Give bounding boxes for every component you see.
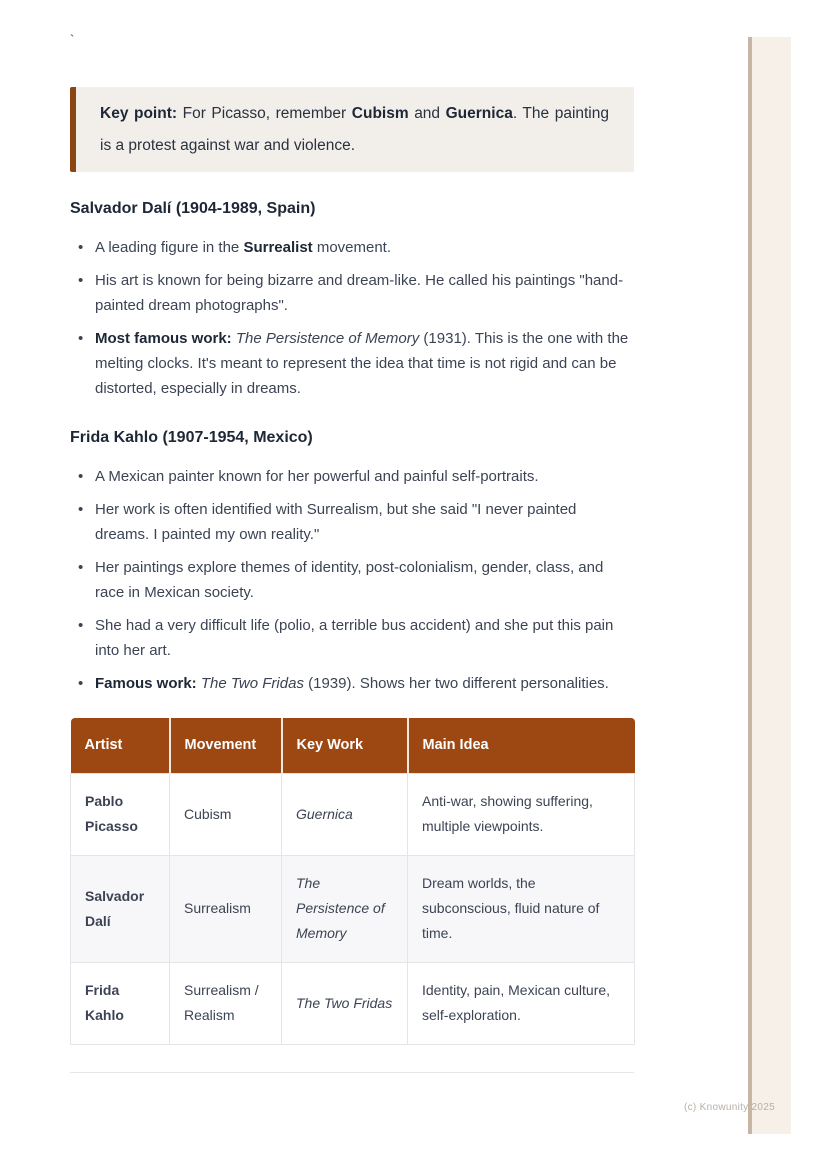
cell-artist: Frida Kahlo — [71, 963, 170, 1045]
key-point-text — [100, 105, 609, 154]
heading-frida-kahlo: Frida Kahlo (1907-1954, Mexico) — [70, 429, 313, 446]
bullet-item — [70, 497, 634, 547]
text-run: For Picasso, remember — [177, 105, 352, 122]
bold-text-run: Key point: — [100, 105, 178, 122]
bullet-item — [70, 235, 634, 260]
text-run: His art is known for being bizarre and dream-like. He called his paintings "hand-painted dream photographs". — [95, 272, 624, 314]
bold-text-run: Famous work: — [95, 675, 197, 692]
document-body — [70, 0, 634, 1073]
artists-comparison-table — [70, 718, 635, 1045]
bold-text-run: Most famous work: — [95, 330, 232, 347]
text-run: and — [408, 105, 446, 122]
cell-artist: Salvador Dalí — [71, 856, 170, 963]
bullet-item — [70, 268, 634, 318]
column-header-movement: Movement — [170, 718, 282, 774]
bullet-item — [70, 464, 634, 489]
table-row — [71, 856, 635, 963]
bullet-item — [70, 555, 634, 605]
bullet-list-dali — [70, 235, 634, 401]
column-header-key-work: Key Work — [282, 718, 408, 774]
bullet-item — [70, 613, 634, 663]
text-run: movement. — [312, 239, 392, 256]
bullet-list-kahlo — [70, 464, 634, 696]
cell-keywork: Guernica — [282, 774, 408, 856]
text-run: A Mexican painter known for her powerful and painful self-portraits. — [95, 468, 539, 485]
cell-mainidea: Anti-war, showing suffering, multiple viewpoints. — [408, 774, 635, 856]
bullet-item — [70, 671, 634, 696]
text-run: She had a very difficult life (polio, a terrible bus accident) and she put this pain into her art. — [95, 617, 614, 659]
table-row — [71, 774, 635, 856]
cell-movement: Surrealism / Realism — [170, 963, 282, 1045]
italic-text-run: The Persistence of Memory — [235, 330, 420, 347]
cell-keywork: The Two Fridas — [282, 963, 408, 1045]
cell-movement: Cubism — [170, 774, 282, 856]
bold-text-run: Guernica — [445, 105, 513, 122]
text-run: (1939). Shows her two different personalities. — [303, 675, 609, 692]
cell-artist: Pablo Picasso — [71, 774, 170, 856]
text-run: . The painting is a protest against war and violence. — [100, 105, 609, 154]
cell-keywork: The Persistence of Memory — [282, 856, 408, 963]
text-run: Her paintings explore themes of identity, post-colonialism, gender, class, and race in Mexican society. — [95, 559, 604, 601]
cell-movement: Surrealism — [170, 856, 282, 963]
bullet-item — [70, 326, 634, 401]
column-header-artist: Artist — [71, 718, 170, 774]
decorative-right-stripe — [748, 37, 791, 1134]
italic-text-run: The Two Fridas — [200, 675, 304, 692]
stray-backtick-character: ` — [70, 32, 75, 47]
key-point-callout — [70, 87, 634, 172]
cell-mainidea: Dream worlds, the subconscious, fluid nature of time. — [408, 856, 635, 963]
table-header-row — [71, 718, 635, 774]
table-row — [71, 963, 635, 1045]
text-run: A leading figure in the — [95, 239, 244, 256]
table-body — [71, 774, 635, 1045]
heading-salvador-dali: Salvador Dalí (1904-1989, Spain) — [70, 200, 316, 217]
bold-text-run: Surrealist — [243, 239, 313, 256]
text-run: Her work is often identified with Surrealism, but she said "I never painted dreams. I painted my own reality." — [95, 501, 577, 543]
bottom-divider — [70, 1072, 634, 1073]
text-run: (1931). This is the one with the melting clocks. It's meant to represent the idea that time is not rigid and can be distorted, especially in dreams. — [95, 330, 629, 397]
bold-text-run: Cubism — [351, 105, 409, 122]
copyright-credit: (c) Knowunity 2025 — [684, 1102, 776, 1113]
cell-mainidea: Identity, pain, Mexican culture, self-exploration. — [408, 963, 635, 1045]
column-header-main-idea: Main Idea — [408, 718, 635, 774]
